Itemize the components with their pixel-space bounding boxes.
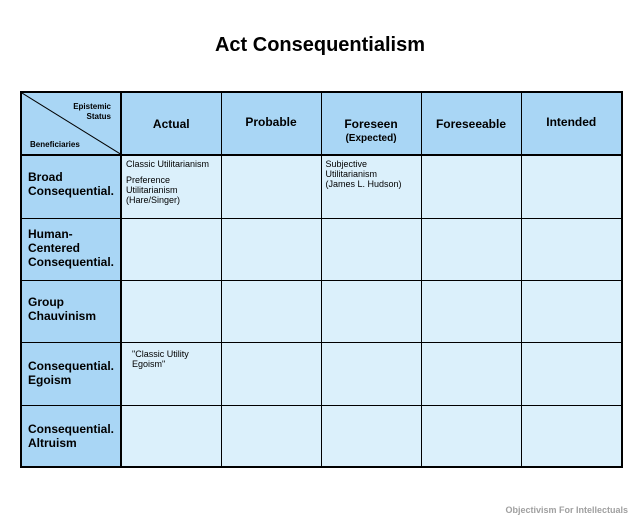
cell-broad-intended	[521, 155, 622, 218]
column-label: Actual	[152, 117, 190, 131]
cell-entry	[122, 343, 221, 369]
column-header-probable	[221, 92, 321, 155]
cell-human-foreseeable	[421, 218, 521, 280]
row-label-line: Group	[28, 294, 64, 309]
cell-group-intended	[521, 280, 622, 342]
epistemic-label-line1: Epistemic	[73, 102, 111, 111]
column-label: Foreseeable	[435, 117, 507, 131]
consequentialism-table	[20, 91, 623, 468]
cell-broad-probable	[221, 155, 321, 218]
cell-broad-foreseeable	[421, 155, 521, 218]
cell-group-actual	[121, 280, 221, 342]
row-label-line: Broad	[28, 170, 63, 184]
cell-group-foreseen	[321, 280, 421, 342]
column-label: Foreseen	[344, 117, 398, 131]
table-row	[21, 218, 622, 280]
epistemic-status-label	[51, 102, 111, 122]
table-row	[21, 405, 622, 467]
row-label-line: Centered	[28, 240, 81, 255]
row-label-line: Chauvinism	[28, 308, 97, 323]
column-sublabel: (Expected)	[345, 133, 397, 144]
cell-entry: Classic Utilitarianism	[126, 159, 210, 169]
cell-human-intended	[521, 218, 622, 280]
cell-group-foreseeable	[421, 280, 521, 342]
cell-egoism-foreseen	[321, 342, 421, 405]
column-label: Intended	[546, 115, 597, 129]
table-row	[21, 280, 622, 342]
cell-altruism-foreseen	[321, 405, 421, 467]
column-header-actual	[121, 92, 221, 155]
cell-altruism-intended	[521, 405, 622, 467]
cell-text-line: "Classic Utility	[132, 348, 189, 359]
cell-altruism-foreseeable	[421, 405, 521, 467]
cell-broad-actual	[121, 155, 221, 218]
row-label-line: Consequential.	[28, 254, 115, 269]
cell-text-line: (Hare/Singer)	[126, 195, 181, 205]
row-header-broad	[21, 155, 121, 218]
cell-text-line: Utilitarianism	[126, 185, 178, 195]
row-header-egoism	[21, 342, 121, 405]
row-label-line: Egoism	[28, 372, 72, 387]
row-label-line: Consequential.	[28, 358, 115, 373]
cell-entry	[122, 169, 221, 205]
row-label-line: Altruism	[28, 435, 77, 450]
cell-altruism-probable	[221, 405, 321, 467]
cell-text-line: Subjective	[325, 159, 368, 169]
column-header-foreseen	[321, 92, 421, 155]
header-row	[21, 92, 622, 155]
cell-text-line: Utilitarianism	[325, 169, 378, 179]
row-label-line: Human-	[28, 226, 73, 241]
table-row	[21, 342, 622, 405]
row-label-line: Consequential.	[28, 421, 115, 436]
cell-text-line: Preference	[126, 175, 171, 185]
row-header-altruism	[21, 405, 121, 467]
footer-credit: Objectivism For Intellectuals	[505, 505, 628, 515]
cell-text-line: Egoism"	[132, 358, 166, 369]
cell-text-line: (James L. Hudson)	[325, 179, 402, 189]
epistemic-label-line2: Status	[86, 112, 111, 121]
corner-cell	[21, 92, 121, 155]
cell-human-actual	[121, 218, 221, 280]
column-label: Probable	[245, 115, 297, 129]
cell-altruism-actual	[121, 405, 221, 467]
cell-broad-foreseen	[321, 155, 421, 218]
cell-human-foreseen	[321, 218, 421, 280]
beneficiaries-label: Beneficiaries	[30, 140, 80, 149]
page-title: Act Consequentialism	[214, 34, 426, 56]
cell-egoism-intended	[521, 342, 622, 405]
column-header-intended	[521, 92, 622, 155]
row-header-group-chauvinism	[21, 280, 121, 342]
column-header-foreseeable	[421, 92, 521, 155]
cell-egoism-foreseeable	[421, 342, 521, 405]
cell-human-probable	[221, 218, 321, 280]
cell-entry	[322, 156, 421, 189]
cell-egoism-probable	[221, 342, 321, 405]
cell-group-probable	[221, 280, 321, 342]
row-header-human-centered	[21, 218, 121, 280]
row-label-line: Consequential.	[28, 184, 115, 198]
table-row	[21, 155, 622, 218]
cell-egoism-actual	[121, 342, 221, 405]
